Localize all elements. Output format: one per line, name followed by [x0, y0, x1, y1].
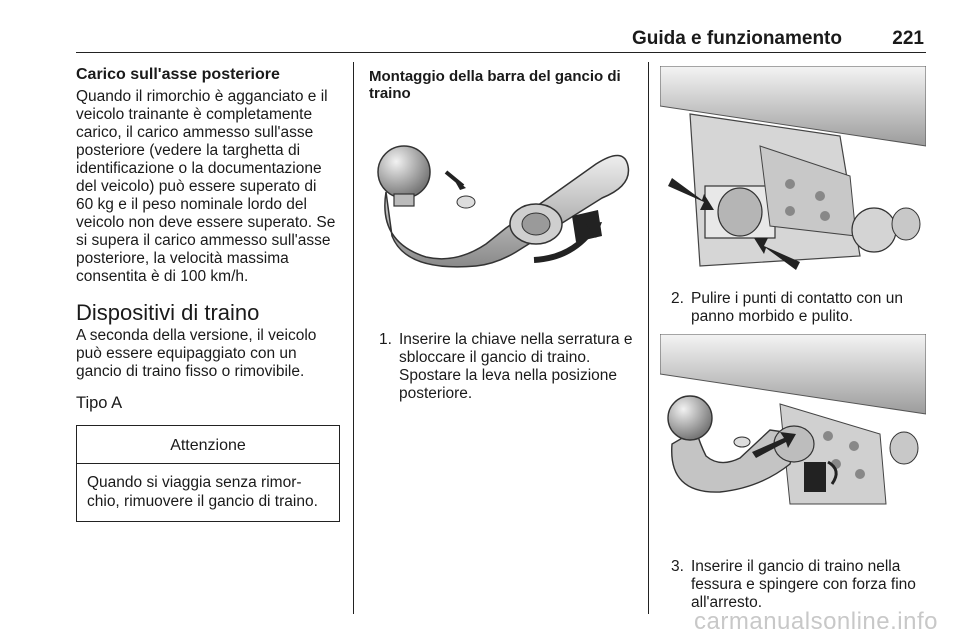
step-text: [399, 331, 644, 403]
text-line: Quando si viaggia senza rimor-: [87, 474, 302, 491]
text-line: veicolo non deve essere superato. Se: [76, 214, 336, 231]
text-line: posteriore, la velocità massima: [76, 250, 289, 267]
warning-title: Attenzione: [77, 426, 339, 464]
towbar-unlock-illustration: [366, 132, 636, 272]
text-line: Montaggio della barra del gancio di: [369, 68, 621, 85]
column-divider-2: [648, 62, 649, 614]
step-number: 3.: [671, 558, 684, 575]
text-line: chio, rimuovere il gancio di traino.: [87, 493, 318, 510]
rear-axle-paragraph: [76, 88, 344, 286]
text-line: panno morbido e pulito.: [691, 308, 854, 325]
step-text: [691, 558, 926, 612]
text-line: posteriore (vedere la targhetta di: [76, 142, 301, 159]
header-rule: [76, 52, 926, 53]
text-line: del veicolo) può essere superato di: [76, 178, 317, 195]
towing-devices-paragraph: [76, 327, 344, 381]
text-line: Inserire la chiave nella serratura e: [399, 331, 633, 348]
text-line: carico, il carico ammesso sull'asse: [76, 124, 314, 141]
text-line: 60 kg e il peso nominale lordo del: [76, 196, 307, 213]
text-line: fessura e spingere con forza fino: [691, 576, 916, 593]
column-divider-1: [353, 62, 354, 614]
text-line: traino: [369, 85, 411, 102]
text-line: si supera il carico ammesso sull'asse: [76, 232, 331, 249]
heading-towing-devices: Dispositivi di traino: [76, 300, 260, 325]
step-text: [691, 290, 926, 326]
text-line: consentita è di 100 km/h.: [76, 268, 249, 285]
montaggio-title: [369, 68, 639, 102]
receiver-clean-illustration: [660, 66, 926, 272]
section-title-rear-axle: Carico sull'asse posteriore: [76, 66, 280, 83]
warning-body: [77, 464, 339, 521]
running-header-title: Guida e funzionamento: [631, 28, 842, 49]
watermark: carmanualsonline.info: [694, 608, 938, 635]
subheading-type-a: Tipo A: [76, 394, 123, 412]
text-line: all'arresto.: [691, 594, 763, 611]
text-line: gancio di traino fisso o rimovibile.: [76, 363, 305, 380]
text-line: identificazione o la documentazione: [76, 160, 322, 177]
column-left: [76, 66, 344, 522]
text-line: posteriore.: [399, 385, 473, 402]
step-number: 2.: [671, 290, 684, 307]
text-line: veicolo trainante è completamente: [76, 106, 313, 123]
page-number: 221: [892, 28, 924, 49]
text-line: Spostare la leva nella posizione: [399, 367, 617, 384]
text-line: Pulire i punti di contatto con un: [691, 290, 903, 307]
towbar-insert-illustration: [660, 334, 926, 540]
text-line: A seconda della versione, il veicolo: [76, 327, 317, 344]
warning-box: [76, 425, 340, 522]
text-line: sbloccare il gancio di traino.: [399, 349, 591, 366]
text-line: può essere equipaggiato con un: [76, 345, 297, 362]
text-line: Quando il rimorchio è agganciato e il: [76, 88, 328, 105]
text-line: Inserire il gancio di traino nella: [691, 558, 901, 575]
step-number: 1.: [379, 331, 392, 348]
